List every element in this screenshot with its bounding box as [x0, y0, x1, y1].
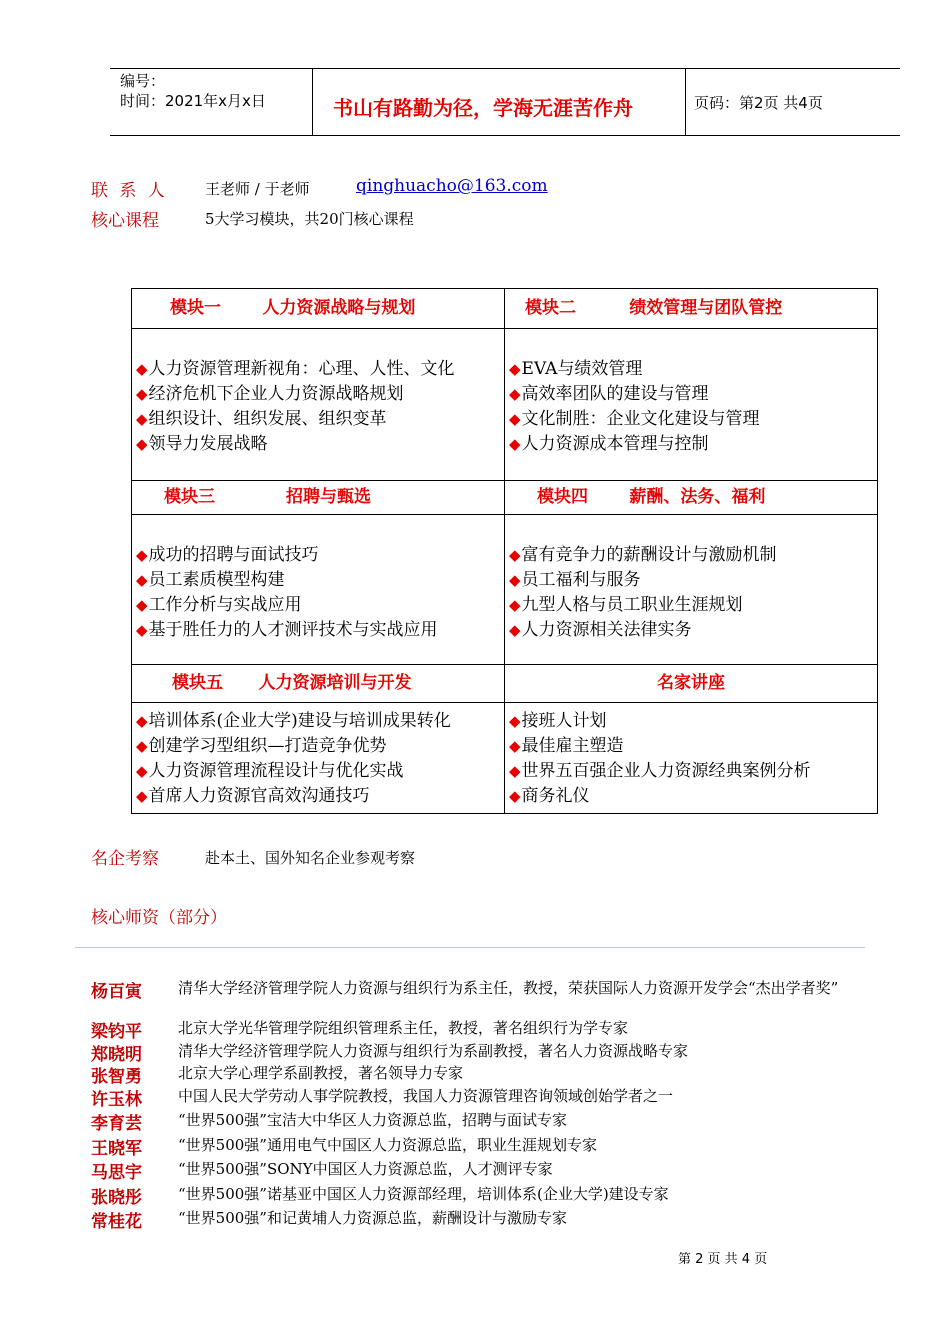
teacher-name: 梁钧平	[91, 1022, 142, 1042]
teacher-desc: “世界500强”诺基亚中国区人力资源部经理，培训体系(企业大学)建设专家	[178, 1185, 669, 1203]
module-1-body	[132, 329, 505, 481]
contact-email-link[interactable]: qinghuacho@163.com	[356, 176, 548, 196]
visit-text: 赴本土、国外知名企业参观考察	[205, 849, 416, 867]
module-3-title: 模块三 招聘与甄选	[164, 487, 372, 507]
teacher-desc: “世界500强”通用电气中国区人力资源总监，职业生涯规划专家	[178, 1136, 597, 1154]
lectures-title: 名家讲座	[657, 673, 725, 693]
teacher-name: 张晓彤	[91, 1188, 142, 1208]
list-item: ◆经济危机下企业人力资源战略规划	[136, 384, 404, 404]
faculty-divider	[75, 947, 865, 948]
list-item: ◆人力资源管理流程设计与优化实战	[136, 761, 404, 781]
diamond-bullet-icon: ◆	[509, 571, 521, 589]
diamond-bullet-icon: ◆	[509, 546, 521, 564]
list-item: ◆员工素质模型构建	[136, 570, 285, 590]
diamond-bullet-icon: ◆	[136, 435, 148, 453]
list-item: ◆人力资源相关法律实务	[509, 620, 692, 640]
diamond-bullet-icon: ◆	[136, 712, 148, 730]
module-5-title: 模块五 人力资源培训与开发	[172, 673, 412, 693]
diamond-bullet-icon: ◆	[136, 546, 148, 564]
list-item: ◆基于胜任力的人才测评技术与实战应用	[136, 620, 438, 640]
list-item: ◆世界五百强企业人力资源经典案例分析	[509, 761, 811, 781]
teacher-desc: 北京大学心理学系副教授，著名领导力专家	[178, 1064, 464, 1082]
teacher-desc: 北京大学光华管理学院组织管理系主任，教授，著名组织行为学专家	[178, 1019, 629, 1037]
module-2-title: 模块二 绩效管理与团队管控	[525, 298, 783, 318]
list-item: ◆商务礼仪	[509, 786, 590, 806]
diamond-bullet-icon: ◆	[509, 787, 521, 805]
modules-table	[131, 288, 878, 814]
diamond-bullet-icon: ◆	[136, 787, 148, 805]
teacher-desc: “世界500强”和记黄埔人力资源总监，薪酬设计与激励专家	[178, 1209, 567, 1227]
list-item: ◆组织设计、组织发展、组织变革	[136, 409, 387, 429]
teacher-name: 李育芸	[91, 1114, 142, 1134]
list-item: ◆创建学习型组织—打造竞争优势	[136, 736, 387, 756]
diamond-bullet-icon: ◆	[509, 596, 521, 614]
module-3-header	[132, 481, 505, 515]
diamond-bullet-icon: ◆	[136, 621, 148, 639]
header-divider-right	[685, 68, 686, 136]
teacher-name: 张智勇	[91, 1067, 142, 1087]
diamond-bullet-icon: ◆	[136, 737, 148, 755]
diamond-bullet-icon: ◆	[136, 571, 148, 589]
header-motto: 书山有路勤为径，学海无涯苦作舟	[333, 96, 633, 120]
diamond-bullet-icon: ◆	[136, 385, 148, 403]
list-item: ◆EVA与绩效管理	[509, 359, 643, 379]
list-item: ◆文化制胜：企业文化建设与管理	[509, 409, 760, 429]
footer-page-number: 第 2 页 共 4 页	[678, 1252, 768, 1267]
list-item: ◆培训体系(企业大学)建设与培训成果转化	[136, 711, 451, 731]
list-item: ◆人力资源管理新视角：心理、人性、文化	[136, 359, 455, 379]
diamond-bullet-icon: ◆	[136, 360, 148, 378]
faculty-label: 核心师资（部分）	[91, 908, 227, 928]
contact-label: 联 系 人	[91, 181, 168, 201]
module-1-title: 模块一 人力资源战略与规划	[170, 298, 416, 318]
module-3-body	[132, 515, 505, 665]
module-5-header	[132, 665, 505, 703]
diamond-bullet-icon: ◆	[509, 360, 521, 378]
module-2-body	[505, 329, 878, 481]
list-item: ◆人力资源成本管理与控制	[509, 434, 709, 454]
visit-label: 名企考察	[91, 849, 159, 869]
teacher-name: 马思宇	[91, 1163, 142, 1183]
header-time: 时间：2021年x月x日	[120, 92, 266, 110]
diamond-bullet-icon: ◆	[136, 410, 148, 428]
diamond-bullet-icon: ◆	[509, 385, 521, 403]
diamond-bullet-icon: ◆	[136, 596, 148, 614]
header-page-info: 页码：第2页 共4页	[694, 94, 823, 112]
teacher-name: 许玉林	[91, 1090, 142, 1110]
module-4-header	[505, 481, 878, 515]
list-item: ◆最佳雇主塑造	[509, 736, 624, 756]
teacher-name: 王晓军	[91, 1139, 142, 1159]
module-2-header	[505, 289, 878, 329]
header-number: 编号：	[120, 72, 166, 90]
list-item: ◆接班人计划	[509, 711, 607, 731]
lectures-body	[505, 703, 878, 814]
diamond-bullet-icon: ◆	[509, 712, 521, 730]
teacher-desc: “世界500强”宝洁大中华区人力资源总监，招聘与面试专家	[178, 1111, 567, 1129]
header-top-border	[110, 68, 900, 69]
header-divider-left	[312, 68, 313, 136]
diamond-bullet-icon: ◆	[136, 762, 148, 780]
module-4-title: 模块四 薪酬、法务、福利	[537, 487, 766, 507]
diamond-bullet-icon: ◆	[509, 435, 521, 453]
diamond-bullet-icon: ◆	[509, 762, 521, 780]
list-item: ◆富有竞争力的薪酬设计与激励机制	[509, 545, 777, 565]
list-item: ◆员工福利与服务	[509, 570, 641, 590]
diamond-bullet-icon: ◆	[509, 621, 521, 639]
list-item: ◆领导力发展战略	[136, 434, 268, 454]
core-courses-label: 核心课程	[91, 211, 159, 231]
diamond-bullet-icon: ◆	[509, 737, 521, 755]
teacher-desc: “世界500强”SONY中国区人力资源总监，人才测评专家	[178, 1160, 553, 1178]
teacher-desc: 中国人民大学劳动人事学院教授，我国人力资源管理咨询领域创始学者之一	[178, 1087, 674, 1105]
teacher-name: 郑晓明	[91, 1045, 142, 1065]
module-5-body	[132, 703, 505, 814]
header-bottom-border	[110, 135, 900, 136]
diamond-bullet-icon: ◆	[509, 410, 521, 428]
module-4-body	[505, 515, 878, 665]
teacher-desc: 清华大学经济管理学院人力资源与组织行为系主任，教授，荣获国际人力资源开发学会“杰出学者奖”	[178, 979, 839, 997]
core-courses-text: 5大学习模块，共20门核心课程	[205, 210, 414, 228]
teacher-desc: 清华大学经济管理学院人力资源与组织行为系副教授，著名人力资源战略专家	[178, 1042, 689, 1060]
lectures-header	[505, 665, 878, 703]
list-item: ◆高效率团队的建设与管理	[509, 384, 709, 404]
list-item: ◆首席人力资源官高效沟通技巧	[136, 786, 370, 806]
list-item: ◆九型人格与员工职业生涯规划	[509, 595, 743, 615]
teacher-name: 常桂花	[91, 1212, 142, 1232]
teacher-name: 杨百寅	[91, 982, 142, 1002]
contact-names: 王老师 / 于老师	[205, 180, 310, 198]
list-item: ◆工作分析与实战应用	[136, 595, 302, 615]
module-1-header	[132, 289, 505, 329]
list-item: ◆成功的招聘与面试技巧	[136, 545, 319, 565]
